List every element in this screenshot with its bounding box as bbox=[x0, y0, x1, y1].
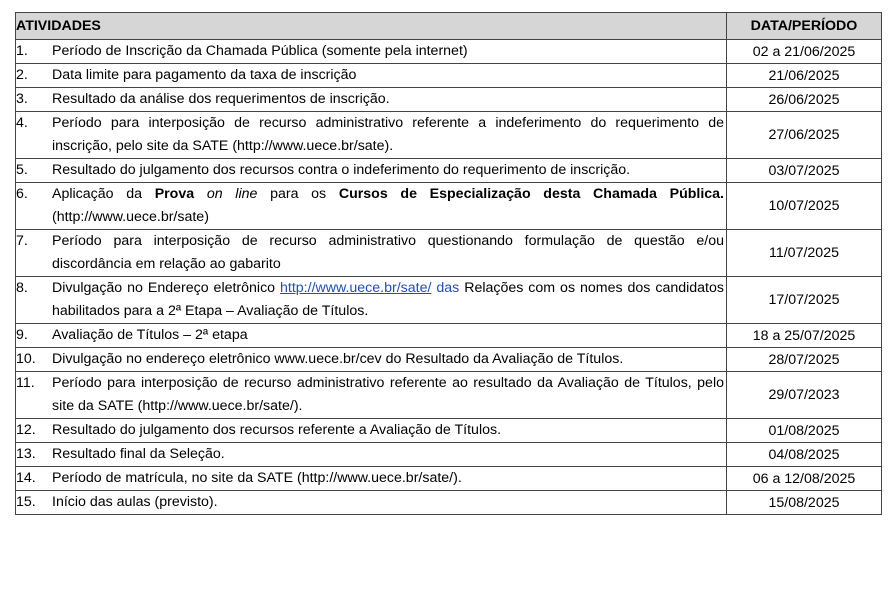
row-activity: Resultado final da Seleção. bbox=[52, 446, 225, 462]
activity-text: Divulgação no Endereço eletrônico bbox=[52, 280, 281, 296]
row-activity: Avaliação de Títulos – 2ª etapa bbox=[52, 327, 248, 343]
row-date: 17/07/2025 bbox=[727, 277, 882, 324]
row-number: 4. bbox=[16, 115, 28, 131]
table-row bbox=[16, 230, 882, 277]
row-number: 2. bbox=[16, 67, 28, 83]
row-activity: Resultado do julgamento dos recursos contra o indeferimento do requerimento de inscrição. bbox=[52, 162, 631, 178]
header-row bbox=[16, 13, 882, 40]
table-row bbox=[16, 372, 882, 419]
row-number: 11. bbox=[16, 375, 35, 391]
row-date: 18 a 25/07/2025 bbox=[727, 324, 882, 348]
row-number: 6. bbox=[16, 186, 28, 202]
row-activity: Início das aulas (previsto). bbox=[52, 494, 218, 510]
row-date: 29/07/2023 bbox=[727, 372, 882, 419]
table-row bbox=[16, 277, 882, 324]
table-row bbox=[16, 183, 882, 230]
table-row bbox=[16, 88, 882, 112]
row-number: 5. bbox=[16, 162, 28, 178]
row-activity: Data limite para pagamento da taxa de inscrição bbox=[52, 67, 357, 83]
activity-blue-text: das bbox=[431, 280, 460, 296]
header-activities: ATIVIDADES bbox=[16, 13, 727, 40]
row-activity: Divulgação no endereço eletrônico www.uece.br/cev do Resultado da Avaliação de Títulos. bbox=[52, 351, 624, 367]
sate-link[interactable]: http://www.uece.br/sate/ bbox=[280, 280, 432, 296]
row-date: 01/08/2025 bbox=[727, 419, 882, 443]
row-date: 06 a 12/08/2025 bbox=[727, 467, 882, 491]
table-row bbox=[16, 419, 882, 443]
row-date: 10/07/2025 bbox=[727, 183, 882, 230]
activity-text bbox=[194, 186, 207, 202]
activity-bold-text: Prova bbox=[154, 186, 195, 202]
schedule-table bbox=[15, 12, 882, 515]
header-date: DATA/PERÍODO bbox=[727, 13, 882, 40]
row-date: 15/08/2025 bbox=[727, 491, 882, 515]
row-activity: Período para interposição de recurso administrativo questionando formulação de questão e/ou discordância em relação ao gabarito bbox=[52, 233, 724, 272]
row-number: 10. bbox=[16, 351, 36, 367]
row-date: 28/07/2025 bbox=[727, 348, 882, 372]
row-date: 26/06/2025 bbox=[727, 88, 882, 112]
table-row bbox=[16, 324, 882, 348]
row-date: 27/06/2025 bbox=[727, 112, 882, 159]
row-activity: Período para interposição de recurso administrativo referente ao resultado da Avaliação de Títulos, pelo site da SATE (http://www.uece.br/sate/). bbox=[52, 375, 724, 414]
table-row bbox=[16, 40, 882, 64]
row-activity: Resultado da análise dos requerimentos de inscrição. bbox=[52, 91, 390, 107]
row-activity: Resultado do julgamento dos recursos referente a Avaliação de Títulos. bbox=[52, 422, 502, 438]
table-row bbox=[16, 64, 882, 88]
row-activity: Período de matrícula, no site da SATE (http://www.uece.br/sate/). bbox=[52, 470, 462, 486]
row-activity bbox=[52, 277, 726, 323]
activity-italic-text: on line bbox=[206, 186, 258, 202]
row-activity: Período de Inscrição da Chamada Pública (somente pela internet) bbox=[52, 43, 468, 59]
row-number: 1. bbox=[16, 43, 28, 59]
row-number: 3. bbox=[16, 91, 28, 107]
row-number: 8. bbox=[16, 280, 28, 296]
table-row bbox=[16, 443, 882, 467]
table-row bbox=[16, 491, 882, 515]
row-number: 9. bbox=[16, 327, 28, 343]
row-activity: Período para interposição de recurso administrativo referente a indeferimento do requerimento de inscrição, pelo site da SATE (http://www.uece.br/sate). bbox=[52, 115, 724, 154]
activity-text: para os bbox=[257, 186, 339, 202]
table-row bbox=[16, 467, 882, 491]
row-date: 21/06/2025 bbox=[727, 64, 882, 88]
row-number: 13. bbox=[16, 446, 36, 462]
row-number: 15. bbox=[16, 494, 36, 510]
activity-text: Aplicação da bbox=[52, 186, 155, 202]
activity-text: (http://www.uece.br/sate) bbox=[52, 209, 209, 225]
row-activity bbox=[52, 183, 726, 229]
row-number: 7. bbox=[16, 233, 28, 249]
row-date: 11/07/2025 bbox=[727, 230, 882, 277]
activity-bold-text: Cursos de Especialização desta Chamada Pública. bbox=[338, 186, 725, 202]
row-date: 04/08/2025 bbox=[727, 443, 882, 467]
row-number: 14. bbox=[16, 470, 36, 486]
table-row bbox=[16, 159, 882, 183]
table-row bbox=[16, 348, 882, 372]
row-date: 02 a 21/06/2025 bbox=[727, 40, 882, 64]
row-number: 12. bbox=[16, 422, 36, 438]
activity-text: Relações com os nomes dos candidatos habilitados para a 2ª Etapa – Avaliação de Títulos. bbox=[52, 280, 724, 319]
table-row bbox=[16, 112, 882, 159]
row-date: 03/07/2025 bbox=[727, 159, 882, 183]
